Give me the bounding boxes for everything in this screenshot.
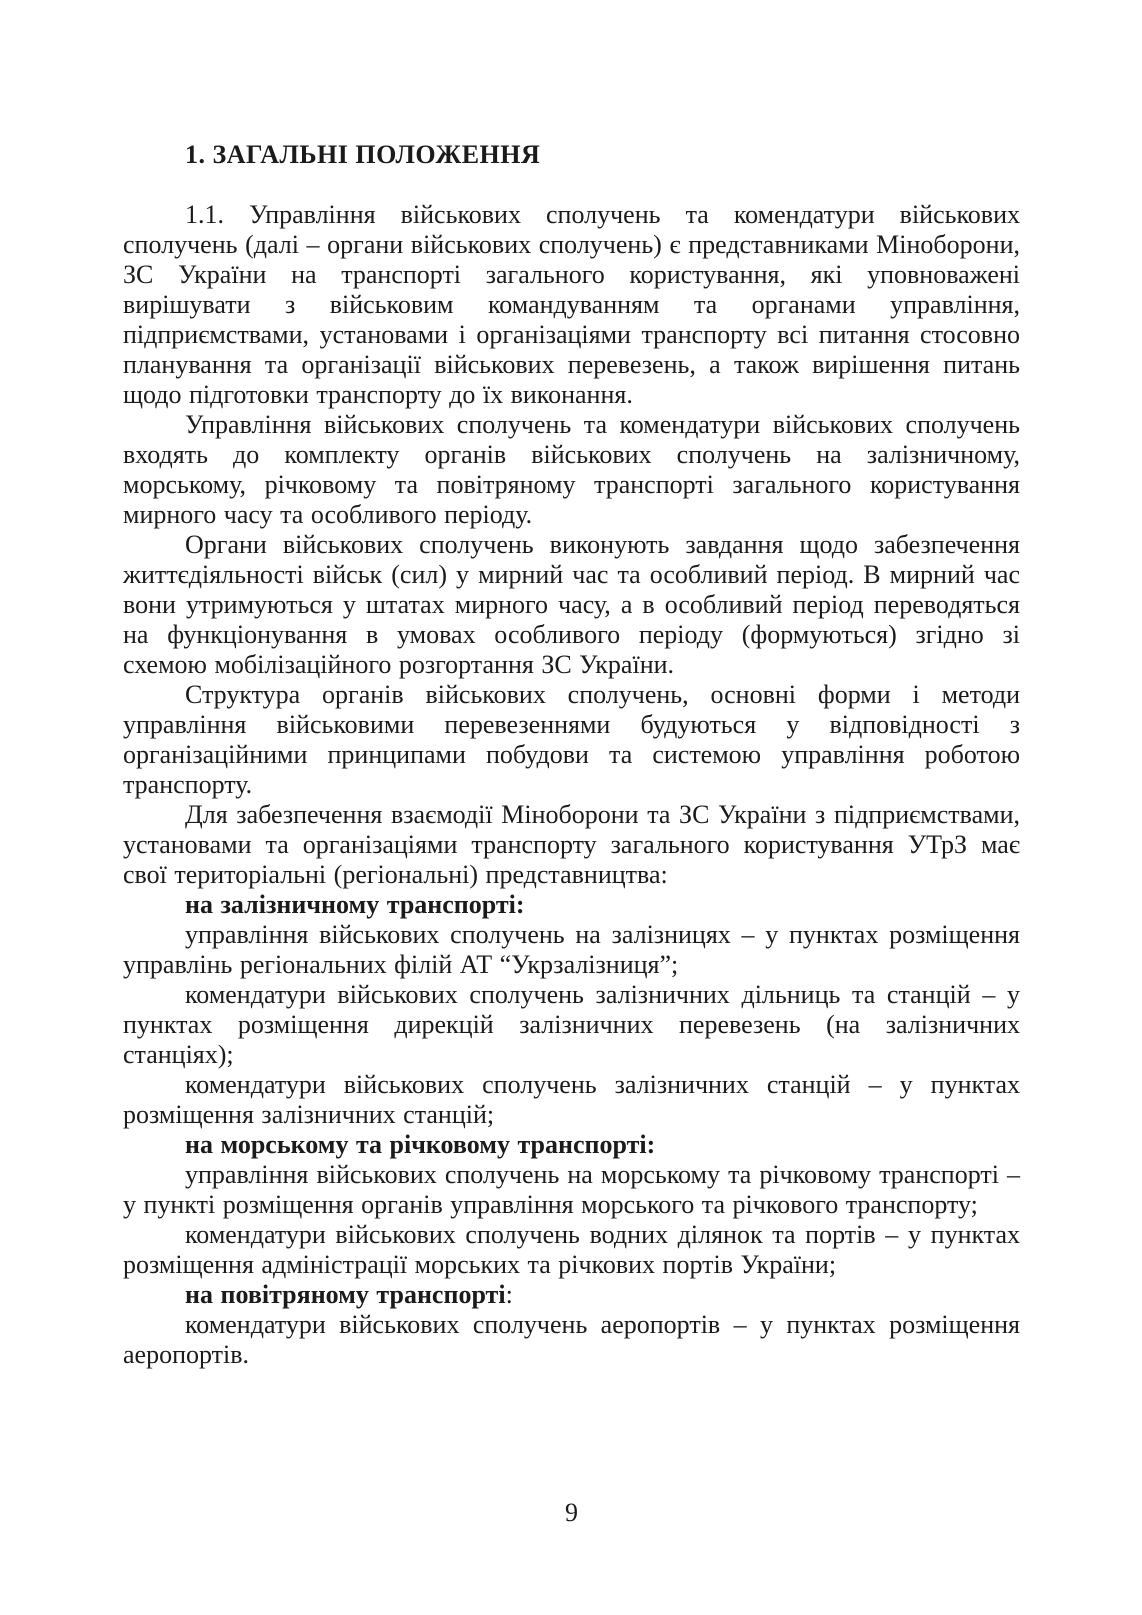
paragraph-1-1: 1.1. Управління військових сполучень та комендатури військових сполучень (далі – органи військових сполучень) є представниками Міноборони, ЗС України на транспорті загального користування, які уповноважені вирішувати з військовим командуванням та органами управління, підприємствами, установами і організаціями транспорту всі питання стосовно планування та організації військових перевезень, а також вирішення питань щодо підготовки транспорту до їх виконання. (123, 200, 1020, 409)
paragraph-structure-principles: Структура органів військових сполучень, основні форми і методи управління військовими перевезеннями будуються у відповідності з організаційними принципами побудови та системою управління роботою транспорту. (123, 680, 1020, 799)
paragraph-water-ports: комендатури військових сполучень водних ділянок та портів – у пунктах розміщення адміністрації морських та річкових портів України; (123, 1220, 1020, 1279)
document-content (123, 140, 1020, 1370)
paragraph-airports: комендатури військових сполучень аеропортів – у пунктах розміщення аеропортів. (123, 1310, 1020, 1369)
page-number: 9 (565, 1498, 578, 1527)
section-title: 1. ЗАГАЛЬНІ ПОЛОЖЕННЯ (185, 140, 541, 169)
paragraph-tasks: Органи військових сполучень виконують завдання щодо забезпечення життєдіяльності військ (сил) у мирний час та особливий період. В мирний час вони утримуються у штатах мирного часу, а в особливий період переводяться на функціонування в умовах особливого періоду (формуються) згідно зі схемою мобілізаційного розгортання ЗС України. (123, 530, 1020, 679)
heading-air-transport-colon: : (505, 1280, 513, 1309)
heading-railway-transport: на залізничному транспорті: (185, 890, 525, 919)
paragraph-sea-river-directorates: управління військових сполучень на морському та річковому транспорті – у пункті розміщення органів управління морського та річкового транспорту; (123, 1160, 1020, 1219)
heading-sea-river-transport: на морському та річковому транспорті: (185, 1130, 656, 1159)
paragraph-railway-sections: комендатури військових сполучень залізничних дільниць та станцій – у пунктах розміщення дирекцій залізничних перевезень (на залізничних станціях); (123, 980, 1020, 1069)
paragraph-structure-membership: Управління військових сполучень та комендатури військових сполучень входять до комплекту органів військових сполучень на залізничному, морському, річковому та повітряному транспорті загального користування мирного часу та особливого періоду. (123, 410, 1020, 529)
heading-air-transport-label: на повітряному транспорті (185, 1280, 506, 1309)
paragraph-railway-stations: комендатури військових сполучень залізничних станцій – у пунктах розміщення залізничних станцій; (123, 1070, 1020, 1129)
paragraph-representations-intro: Для забезпечення взаємодії Міноборони та ЗС України з підприємствами, установами та організаціями транспорту загального користування УТрЗ має свої територіальні (регіональні) представництва: (123, 800, 1020, 889)
heading-air-transport (123, 1280, 1020, 1310)
paragraph-railway-directorates: управління військових сполучень на залізницях – у пунктах розміщення управлінь регіональних філій АТ “Укрзалізниця”; (123, 920, 1020, 979)
